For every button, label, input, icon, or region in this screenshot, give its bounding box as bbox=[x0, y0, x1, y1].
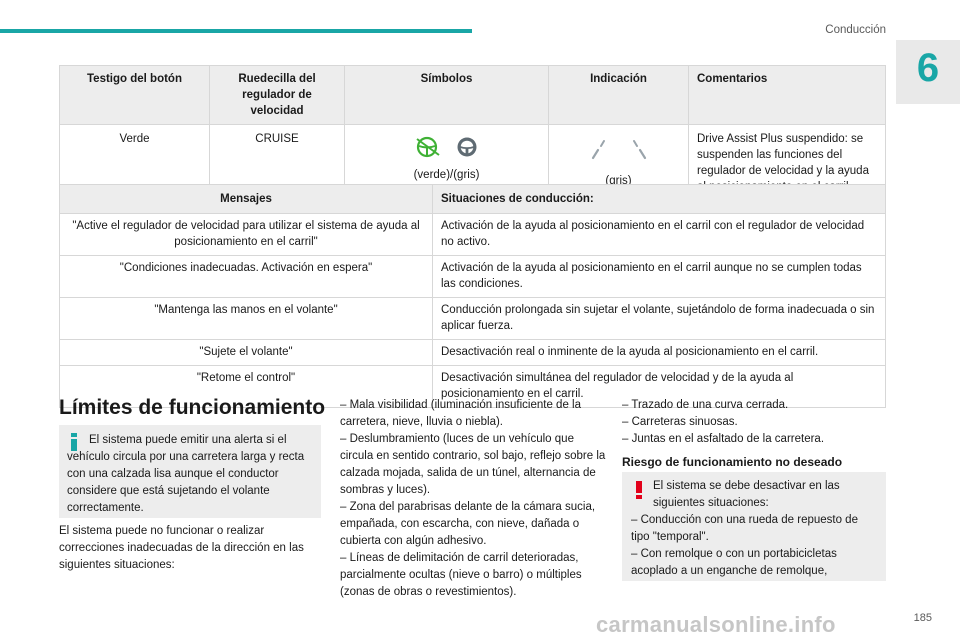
cell-mensaje: "Sujete el volante" bbox=[60, 340, 433, 366]
section-title: Límites de funcionamiento bbox=[59, 396, 326, 419]
limits-list-middle bbox=[340, 397, 608, 601]
limits-list-right bbox=[622, 397, 886, 471]
watermark: carmanualsonline.info bbox=[596, 612, 836, 637]
col-header-simbolos: Símbolos bbox=[345, 66, 549, 125]
info-text: El sistema puede emitir una alerta si el vehículo circula por una carretera larga y recta con una calzada lisa aunque el conductor considere que está sujetando el volante correctamente. bbox=[67, 434, 305, 514]
messages-table-row bbox=[60, 214, 886, 256]
cell-testigo: Verde bbox=[60, 125, 210, 202]
indicator-table-header bbox=[60, 66, 886, 125]
cell-mensaje: "Active el regulador de velocidad para utilizar el sistema de ayuda al posicionamiento en el carril" bbox=[60, 214, 433, 256]
col-header-comentarios: Comentarios bbox=[689, 66, 886, 125]
col-header-situaciones: Situaciones de conducción: bbox=[433, 185, 886, 214]
page-number: 185 bbox=[913, 612, 932, 624]
messages-table-header bbox=[60, 185, 886, 214]
lane-right-line-icon bbox=[630, 139, 652, 163]
chapter-tab bbox=[896, 40, 960, 104]
list-item: – Juntas en el asfaltado de la carretera. bbox=[622, 433, 825, 445]
list-item: – Carreteras sinuosas. bbox=[622, 416, 738, 428]
cell-ruedecilla: CRUISE bbox=[210, 125, 345, 202]
limits-intro: El sistema puede no funcionar o realizar correcciones inadecuadas de la dirección en las siguientes situaciones: bbox=[59, 525, 304, 571]
list-item: – Mala visibilidad (iluminación insuficiente de la carretera, nieve, lluvia o niebla). bbox=[340, 399, 581, 428]
indicacion-caption: (gris) bbox=[605, 175, 632, 187]
lane-left-line-icon bbox=[586, 139, 608, 163]
cell-situacion: Desactivación real o inminente de la ayuda al posicionamiento en el carril. bbox=[433, 340, 886, 366]
messages-table bbox=[59, 184, 886, 408]
warning-box bbox=[622, 472, 886, 581]
warning-text: El sistema se debe desactivar en las siguientes situaciones: bbox=[653, 480, 840, 509]
info-icon bbox=[71, 433, 77, 451]
steering-wheel-grey-icon bbox=[455, 136, 479, 158]
info-box bbox=[59, 425, 321, 518]
list-item: – Conducción con una rueda de repuesto de tipo "temporal". bbox=[631, 514, 858, 543]
cell-comentarios: Drive Assist Plus suspendido: se suspenden las funciones del regulador de velocidad y la ayuda al posicionamiento en el carril. bbox=[689, 125, 886, 202]
cell-mensaje: "Mantenga las manos en el volante" bbox=[60, 298, 433, 340]
list-item: – Trazado de una curva cerrada. bbox=[622, 399, 789, 411]
steering-wheel-crossed-green-icon bbox=[415, 136, 441, 158]
chapter-number: 6 bbox=[916, 46, 940, 90]
list-item: – Con remolque o con un portabicicletas acoplado a un enganche de remolque, bbox=[631, 548, 837, 577]
messages-table-row bbox=[60, 298, 886, 340]
messages-table-row bbox=[60, 256, 886, 298]
warning-icon bbox=[636, 481, 642, 499]
cell-situacion: Activación de la ayuda al posicionamiento en el carril aunque no se cumplen todas las condiciones. bbox=[433, 256, 886, 298]
col-header-indicacion: Indicación bbox=[549, 66, 689, 125]
col-header-ruedecilla: Ruedecilla del regulador de velocidad bbox=[210, 66, 345, 125]
cell-situacion: Desactivación simultánea del regulador de velocidad y de la ayuda al posicionamiento en el carril. bbox=[433, 366, 886, 408]
messages-table-row bbox=[60, 340, 886, 366]
list-item: – Zona del parabrisas delante de la cámara sucia, empañada, con escarcha, con nieve, dañada o cubierta con algún adhesivo. bbox=[340, 501, 596, 547]
col-header-testigo: Testigo del botón bbox=[60, 66, 210, 125]
simbolos-caption: (verde)/(gris) bbox=[413, 169, 480, 181]
cell-situacion: Activación de la ayuda al posicionamiento en el carril con el regulador de velocidad no activo. bbox=[433, 214, 886, 256]
risk-subheading: Riesgo de funcionamiento no deseado bbox=[622, 455, 843, 469]
list-item: – Líneas de delimitación de carril deterioradas, parcialmente ocultas (nieve o barro) o múltiples (zonas de obras o revestimientos). bbox=[340, 552, 582, 598]
list-item: – Deslumbramiento (luces de un vehículo que circula en sentido contrario, sol bajo, reflejo sobre la calzada mojada, salida de un túnel, alternancia de sombras y luces). bbox=[340, 433, 606, 496]
chapter-title: Conducción bbox=[825, 24, 886, 36]
cell-situacion: Conducción prolongada sin sujetar el volante, sujetándolo de forma inadecuada o sin aplicar fuerza. bbox=[433, 298, 886, 340]
col-header-mensajes: Mensajes bbox=[60, 185, 433, 214]
cell-mensaje: "Condiciones inadecuadas. Activación en espera" bbox=[60, 256, 433, 298]
header-accent-bar bbox=[0, 29, 472, 33]
cell-mensaje: "Retome el control" bbox=[60, 366, 433, 408]
indicator-table bbox=[59, 65, 886, 202]
